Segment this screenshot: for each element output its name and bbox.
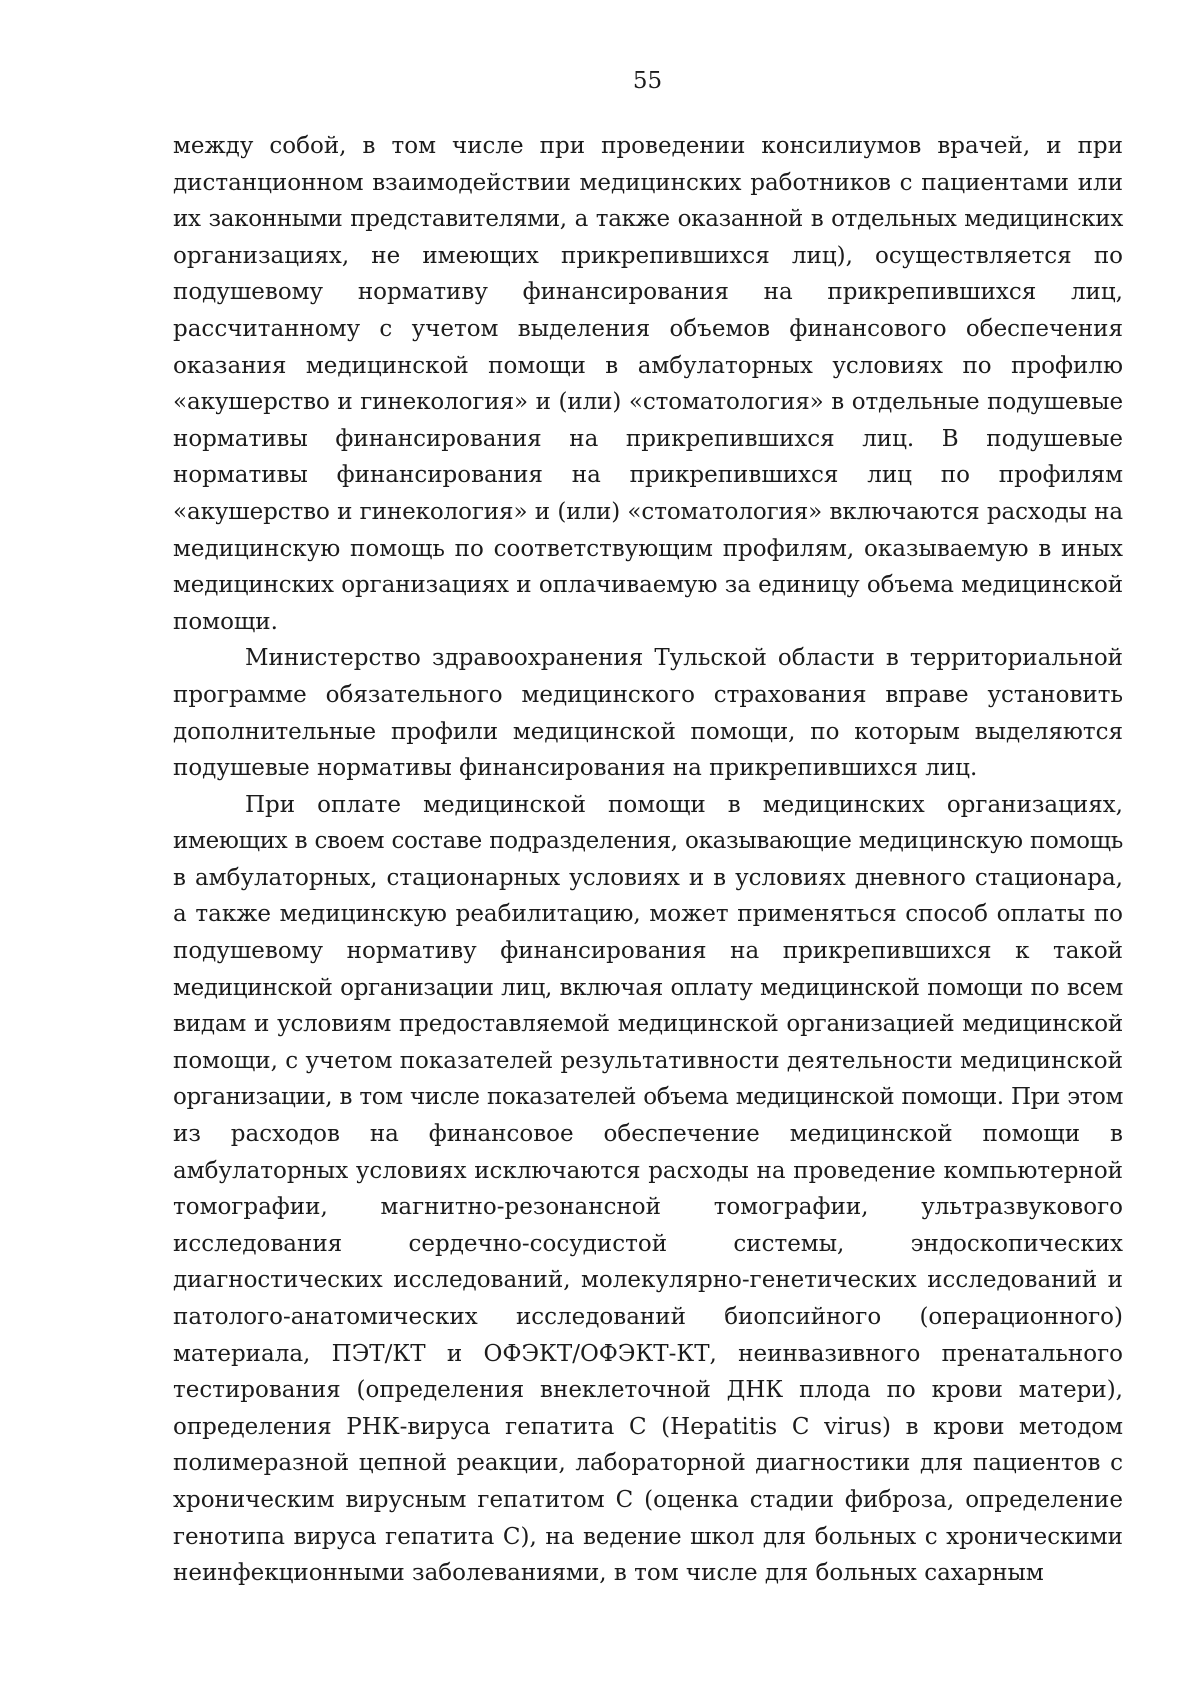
paragraph-3 — [173, 787, 1123, 1592]
text-line: подушевые нормативы финансирования на прикрепившихся лиц. — [173, 755, 978, 782]
text-line: томографии, магнитно-резонансной томографии, ультразвукового — [173, 1194, 1123, 1221]
text-line: подушевому нормативу финансирования на прикрепившихся к такой — [173, 938, 1123, 965]
text-line: материала, ПЭТ/КТ и ОФЭКТ/ОФЭКТ-КТ, неинвазивного пренатального — [173, 1340, 1123, 1367]
text-line: полимеразной цепной реакции, лабораторной диагностики для пациентов с — [173, 1450, 1123, 1477]
text-line: оказания медицинской помощи в амбулаторных условиях по профилю — [173, 352, 1123, 379]
text-line: помощи, с учетом показателей результативности деятельности медицинской — [173, 1047, 1123, 1074]
text-line: «акушерство и гинекология» и (или) «стоматология» включаются расходы на — [173, 498, 1123, 525]
text-line: хроническим вирусным гепатитом С (оценка стадии фиброза, определение — [173, 1486, 1123, 1513]
text-line: генотипа вируса гепатита С), на ведение школ для больных с хроническими — [173, 1523, 1123, 1550]
text-line: их законными представителями, а также оказанной в отдельных медицинских — [173, 206, 1123, 233]
text-line: медицинских организациях и оплачиваемую за единицу объема медицинской — [173, 572, 1123, 599]
text-line: а также медицинскую реабилитацию, может применяться способ оплаты по — [173, 901, 1123, 928]
text-line: организациях, не имеющих прикрепившихся лиц), осуществляется по — [173, 242, 1123, 269]
text-line: Министерство здравоохранения Тульской области в территориальной — [245, 645, 1123, 672]
text-line: амбулаторных условиях исключаются расходы на проведение компьютерной — [173, 1157, 1123, 1184]
text-line: нормативы финансирования на прикрепившихся лиц по профилям — [173, 462, 1123, 489]
text-line: патолого-анатомических исследований биопсийного (операционного) — [173, 1304, 1123, 1330]
text-line: подушевому нормативу финансирования на прикрепившихся лиц, — [173, 279, 1123, 306]
paragraph-1 — [173, 128, 1123, 640]
text-line: медицинской организации лиц, включая оплату медицинской помощи по всем — [173, 974, 1123, 1001]
text-line: помощи. — [173, 608, 278, 635]
text-line: между собой, в том числе при проведении консилиумов врачей, и при — [173, 133, 1123, 159]
body-text — [173, 128, 1123, 1592]
text-line: дистанционном взаимодействии медицинских работников с пациентами или — [173, 169, 1123, 196]
text-line: медицинскую помощь по соответствующим профилям, оказываемую в иных — [173, 535, 1123, 562]
text-line: диагностических исследований, молекулярно-генетических исследований и — [173, 1267, 1123, 1294]
text-line: тестирования (определения внеклеточной ДНК плода по крови матери), — [173, 1377, 1123, 1404]
text-line: дополнительные профили медицинской помощи, по которым выделяются — [173, 718, 1123, 745]
text-line: При оплате медицинской помощи в медицинских организациях, — [245, 791, 1123, 818]
text-line: видам и условиям предоставляемой медицинской организацией медицинской — [173, 1011, 1123, 1038]
text-line: неинфекционными заболеваниями, в том числе для больных сахарным — [173, 1560, 1044, 1587]
text-line: из расходов на финансовое обеспечение медицинской помощи в — [173, 1121, 1123, 1148]
text-line: организации, в том числе показателей объема медицинской помощи. При этом — [173, 1084, 1123, 1111]
text-line: рассчитанному с учетом выделения объемов финансового обеспечения — [173, 315, 1123, 342]
paragraph-2 — [173, 640, 1123, 786]
text-line: исследования сердечно-сосудистой системы, эндоскопических — [173, 1230, 1123, 1257]
text-line: программе обязательного медицинского страхования вправе установить — [173, 681, 1123, 708]
text-line: «акушерство и гинекология» и (или) «стоматология» в отдельные подушевые — [173, 389, 1123, 416]
text-line: определения РНК-вируса гепатита С (Hepatitis C virus) в крови методом — [173, 1413, 1123, 1440]
text-line: в амбулаторных, стационарных условиях и в условиях дневного стационара, — [173, 864, 1123, 891]
text-line: нормативы финансирования на прикрепившихся лиц. В подушевые — [173, 425, 1123, 452]
text-line: имеющих в своем составе подразделения, оказывающие медицинскую помощь — [173, 828, 1123, 855]
page-number: 55 — [632, 68, 663, 94]
